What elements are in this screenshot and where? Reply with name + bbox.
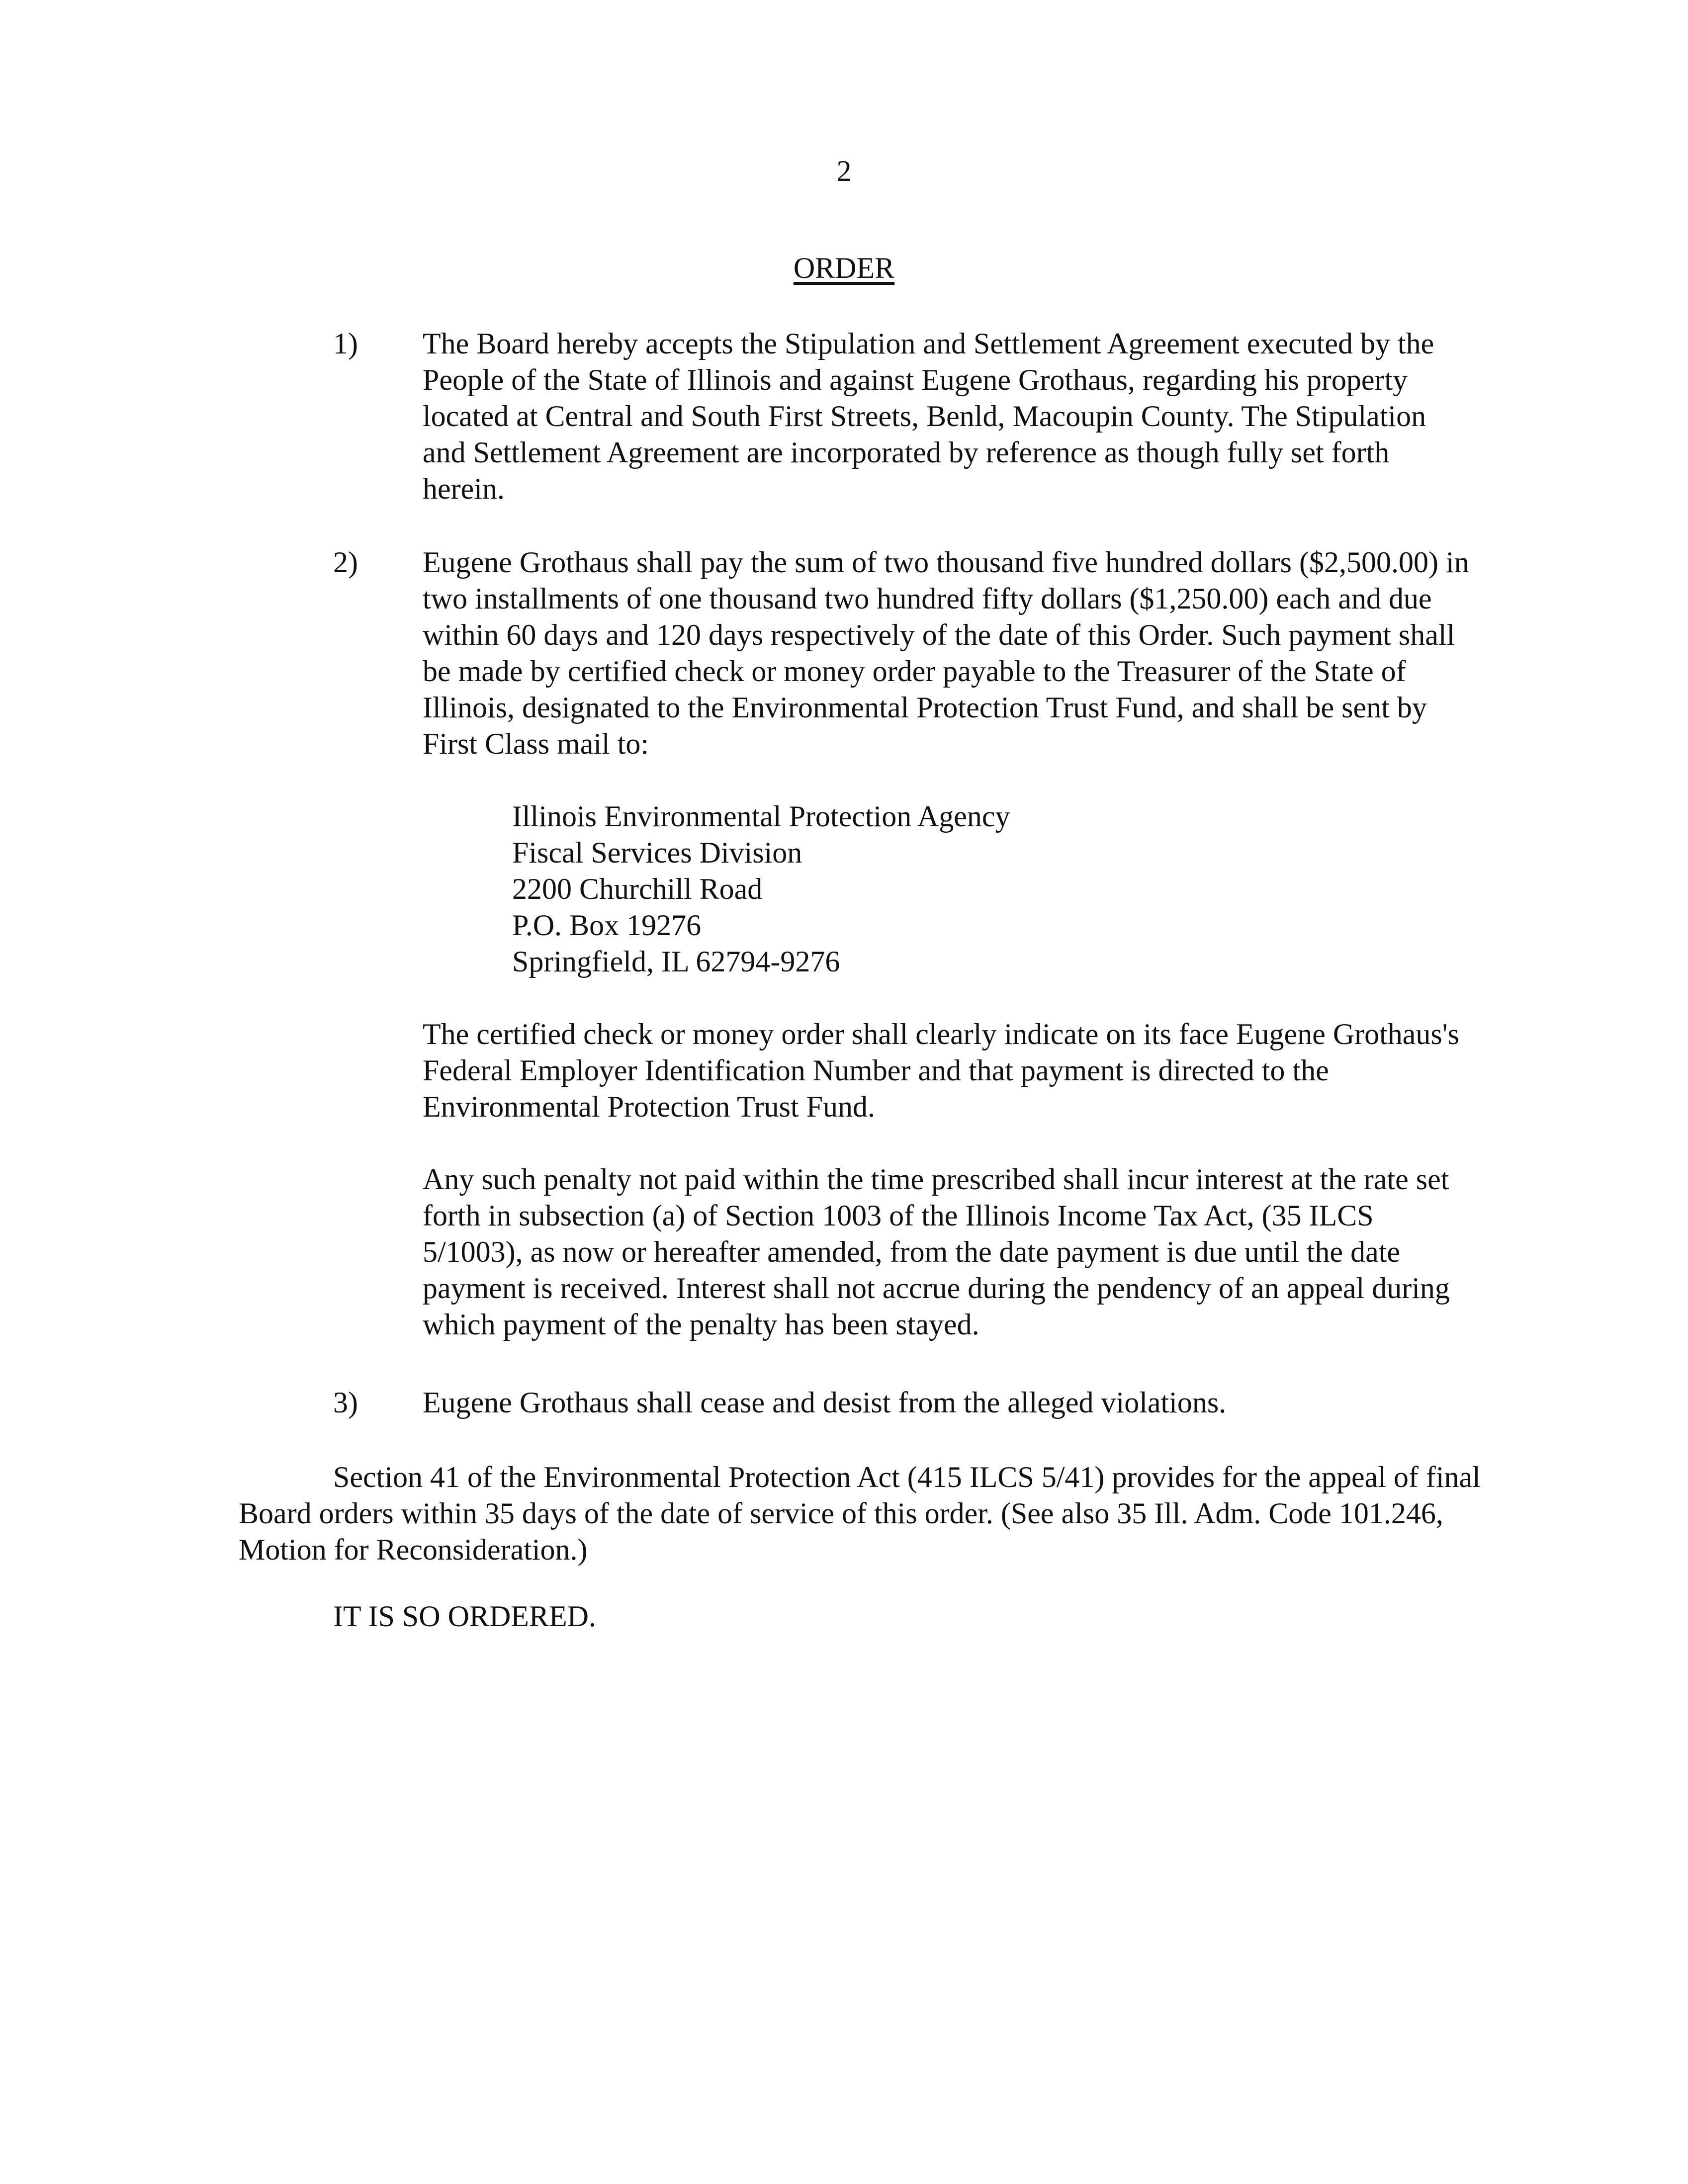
closing-statement: IT IS SO ORDERED.	[333, 1600, 596, 1633]
item-paragraph: The Board hereby accepts the Stipulation and Settlement Agreement executed by the People of the State of Illinois and against Eugene Grothaus, regarding his property located at Central and South First Streets, Benld, Macoupin County. The Stipulation and Settlement Agreement are incorporated by reference as though fully set forth herein.	[423, 327, 1434, 505]
address-line: Springfield, IL 62794-9276	[512, 945, 840, 978]
item-body	[423, 1385, 1472, 1421]
address-line: Fiscal Services Division	[512, 836, 802, 869]
mailing-address	[512, 798, 1472, 980]
item-paragraph: The certified check or money order shall clearly indicate on its face Eugene Grothaus's Federal Employer Identification Number and that payment is directed to the Environmental Protection Trust Fund.	[423, 1018, 1459, 1123]
order-heading: ORDER	[793, 252, 895, 284]
item-body	[423, 326, 1472, 507]
appeal-notice-paragraph: Section 41 of the Environmental Protection Act (415 ILCS 5/41) provides for the appeal of final Board orders within 35 days of the date of service of this order. (See also 35 Ill. Adm. Code 101.246, Motion for Reconsideration.)	[239, 1461, 1481, 1566]
address-line: P.O. Box 19276	[512, 909, 702, 942]
address-line: Illinois Environmental Protection Agency	[512, 800, 1010, 833]
item-number: 1)	[333, 327, 358, 360]
item-paragraph: Any such penalty not paid within the time prescribed shall incur interest at the rate set forth in subsection (a) of Section 1003 of the Illinois Income Tax Act, (35 ILCS 5/1003), as now or hereafter amended, from the date payment is due until the date payment is received. Interest shall not accrue during the pendency of an appeal during which payment of the penalty has been stayed.	[423, 1163, 1450, 1341]
item-number: 2)	[333, 546, 358, 579]
item-body	[423, 544, 1472, 1343]
item-paragraph: Eugene Grothaus shall cease and desist from the alleged violations.	[423, 1386, 1227, 1419]
item-paragraph: Eugene Grothaus shall pay the sum of two thousand five hundred dollars ($2,500.00) in two installments of one thousand two hundred fifty dollars ($1,250.00) each and due within 60 days and 120 days respectively of the date of this Order. Such payment shall be made by certified check or money order payable to the Treasurer of the State of Illinois, designated to the Environmental Protection Trust Fund, and shall be sent by First Class mail to:	[423, 546, 1469, 760]
item-number: 3)	[333, 1386, 358, 1419]
page-number: 2	[836, 155, 852, 187]
address-line: 2200 Churchill Road	[512, 873, 763, 905]
